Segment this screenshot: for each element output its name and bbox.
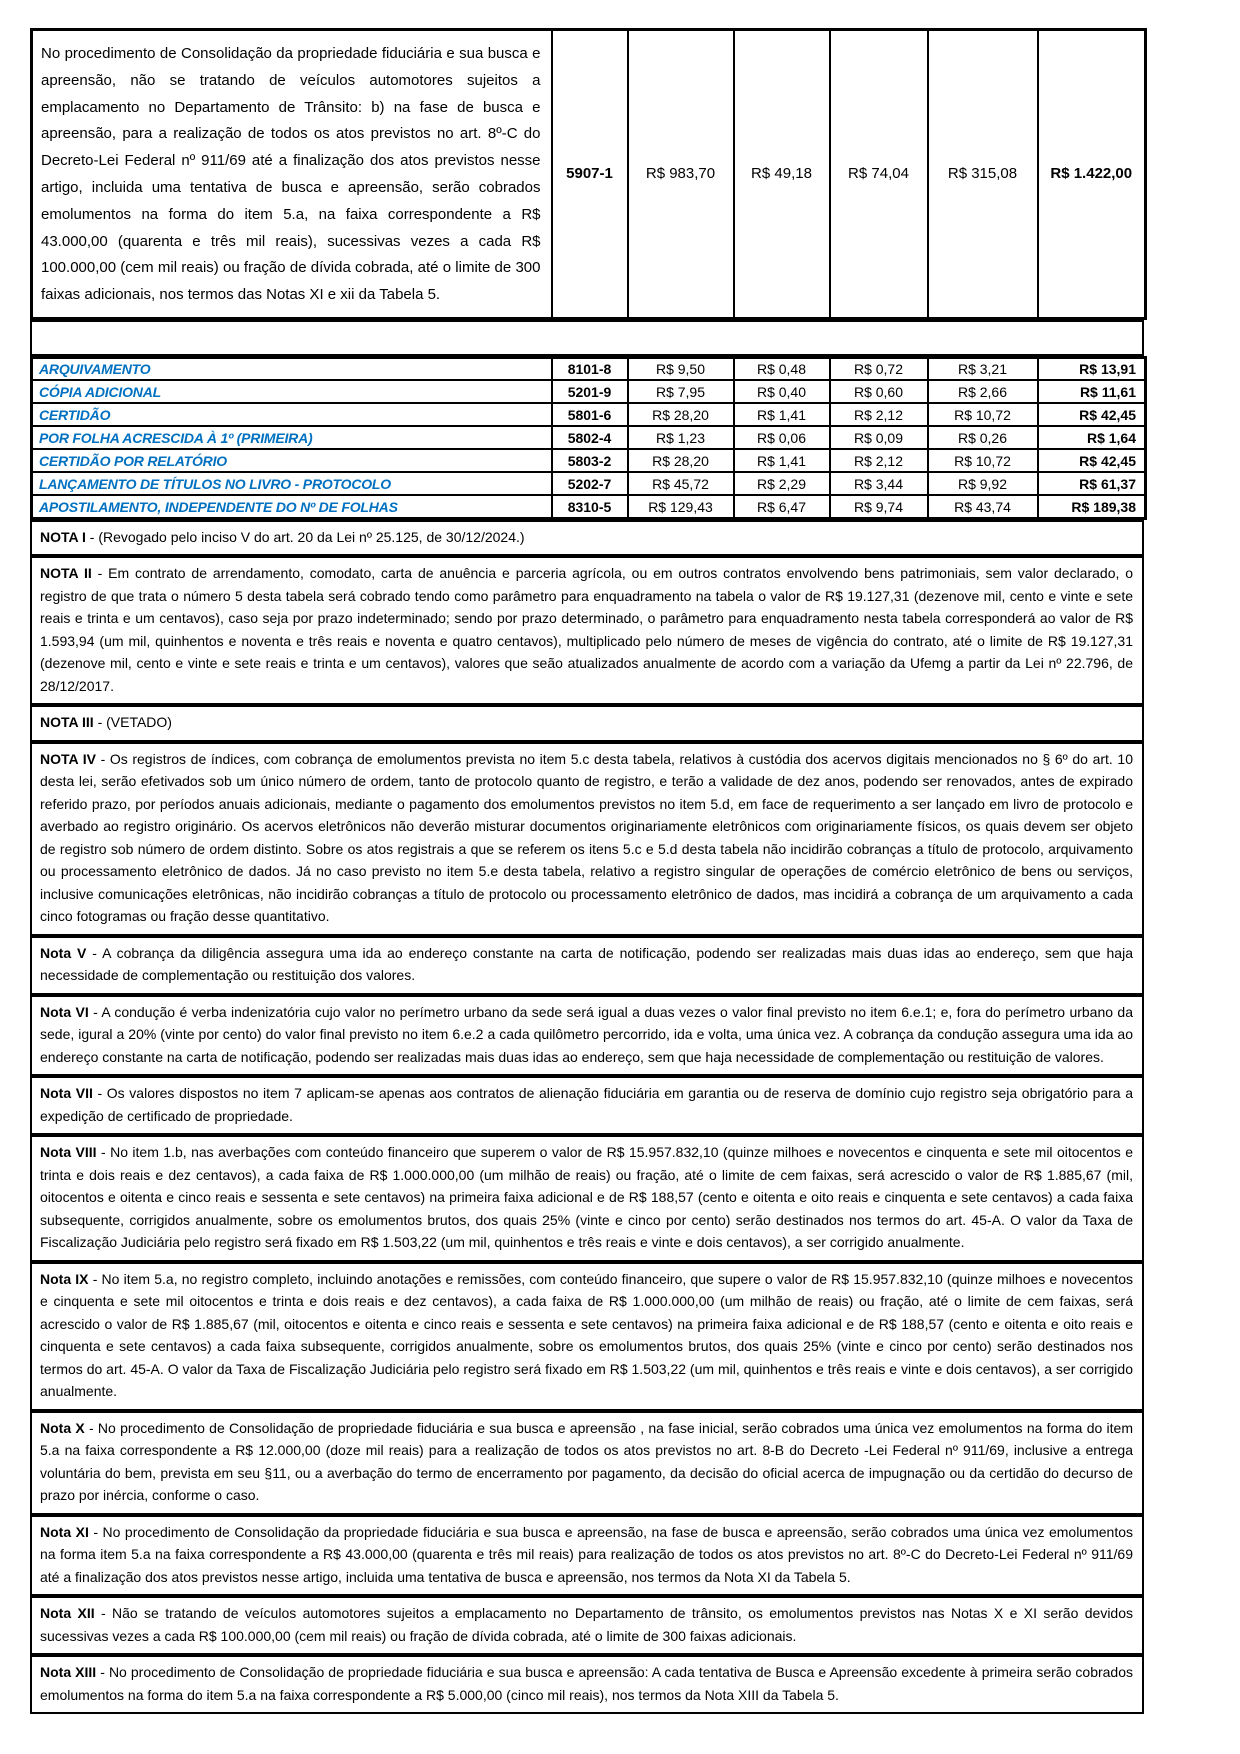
top-fee-table xyxy=(30,28,1147,320)
note-text: - No procedimento de Consolidação da propriedade fiduciária e sua busca e apreensão, na fase de busca e apreensão, serão cobrados uma única vez emolumentos na forma item 5.a na faixa correspondente a R$ 43.000,00 (quarenta e três mil reais) para realização de todos os atos previstos no art. 8º-C do Decreto-Lei Federal nº 911/69 até a finalização dos atos previstos nesse artigo, incluida uma tentativa de busca e apreensão, nos termos da Nota XI da Tabela 5. xyxy=(40,1523,1134,1585)
note-label: Nota VI xyxy=(40,1003,89,1020)
fee-value: R$ 1,41 xyxy=(734,449,830,472)
note-item xyxy=(30,742,1144,936)
note-text: - No procedimento de Consolidação de propriedade fiduciária e sua busca e apreensão , na fase inicial, serão cobrados uma única vez emolumentos na forma do item 5.a na faixa correspondente a R$ 12.000,00 (doze mil reais) para a realização de todos os atos previstos no art. 8-B do Decreto -Lei Federal nº 911/69, inclusive a entrega voluntária do bem, prevista em seu §11, ou a averbação do termo de encerramento por pagamento, da decisão do oficial acerca de impugnação ou da certidão do decurso de prazo por inércia, conforme o caso. xyxy=(40,1419,1133,1504)
fee-code: 5202-7 xyxy=(552,472,628,495)
note-text: - A condução é verba indenizatória cujo valor no perímetro urbano da sede será igual a duas vezes o valor final previsto no item 6.e.1; e, fora do perímetro urbano da sede, igural a 20% (vinte por cento) do valor final previsto no item 6.e.2 a cada quilômetro percorrido, ida e volta, uma única vez. A cobrança da condução assegura uma ida ao endereço constante na carta de notificação, podendo ser realizadas mais duas idas ao endereço, sem que haja necessidade de complementação ou restituição de valores. xyxy=(40,1003,1133,1065)
note-item xyxy=(30,1262,1144,1411)
note-label: NOTA I xyxy=(40,528,86,545)
fee-value: R$ 28,20 xyxy=(628,449,734,472)
fee-name: LANÇAMENTO DE TÍTULOS NO LIVRO - PROTOCOLO xyxy=(32,472,552,495)
table-row xyxy=(32,449,1146,472)
note-label: NOTA IV xyxy=(40,750,96,767)
table-row xyxy=(32,403,1146,426)
fee-value: R$ 129,43 xyxy=(628,495,734,518)
table-row xyxy=(32,426,1146,449)
fee-name: CERTIDÃO xyxy=(32,403,552,426)
fee-code: 8101-8 xyxy=(552,357,628,380)
fee-value: R$ 2,66 xyxy=(928,380,1038,403)
fee-value: R$ 983,70 xyxy=(628,30,734,319)
fee-value: R$ 2,12 xyxy=(830,449,928,472)
note-item xyxy=(30,1596,1144,1655)
fee-value: R$ 43,74 xyxy=(928,495,1038,518)
note-item xyxy=(30,1655,1144,1714)
note-text: - Os valores dispostos no item 7 aplicam-se apenas aos contratos de alienação fiduciária em garantia ou de reserva de domínio cujo registro seja obrigatório para a expedição de certificado de propriedade. xyxy=(40,1085,1133,1124)
fee-total: R$ 13,91 xyxy=(1038,357,1146,380)
fee-total: R$ 11,61 xyxy=(1038,380,1146,403)
fee-code: 5201-9 xyxy=(552,380,628,403)
table-row xyxy=(32,30,1146,319)
note-text: - Em contrato de arrendamento, comodato, carta de anuência e parceria agrícola, ou em outros contratos envolvendo bens patrimoniais, sem valor declarado, o registro de que trata o número 5 desta tabela será cobrado tendo como parâmetro para enquadramento na tabela o valor de R$ 19.127,31 (dezenove mil, cento e vinte e sete reais e trinta e um centavos), caso seja por prazo indeterminado; sendo por prazo determinado, o parâmetro para enquadramento nesta tabela corresponderá ao valor de R$ 1.593,94 (um mil, quinhentos e noventa e três reais e noventa e quatro centavos), multiplicado pelo número de meses de vigência do contrato, até o limite de R$ 19.127,31 (dezenove mil, cento e vinte e sete reais e trinta e um centavos), valores que seão atualizados anualmente de acordo com a variação da Ufemg a partir da Lei nº 22.796, de 28/12/2017. xyxy=(40,565,1134,694)
fee-value: R$ 28,20 xyxy=(628,403,734,426)
fee-code: 5801-6 xyxy=(552,403,628,426)
note-label: Nota IX xyxy=(40,1270,89,1287)
note-label: Nota XIII xyxy=(40,1664,97,1681)
fee-total: R$ 189,38 xyxy=(1038,495,1146,518)
fee-code: 8310-5 xyxy=(552,495,628,518)
note-item xyxy=(30,936,1144,995)
fee-schedule-document xyxy=(30,28,1144,1714)
fee-value: R$ 0,09 xyxy=(830,426,928,449)
table-row xyxy=(32,495,1146,518)
note-text: - A cobrança da diligência assegura uma ida ao endereço constante na carta de notificação, podendo ser realizadas mais duas idas ao endereço, sem que haja necessidade de complementação ou restituição dos valores. xyxy=(40,944,1133,984)
fee-value: R$ 10,72 xyxy=(928,449,1038,472)
fee-code: 5803-2 xyxy=(552,449,628,472)
fee-value: R$ 1,41 xyxy=(734,403,830,426)
fee-value: R$ 7,95 xyxy=(628,380,734,403)
note-text: - Não se tratando de veículos automotores sujeitos a emplacamento no Departamento de trânsito, os emolumentos previstos nas Notas X e XI serão devidos sucessivas vezes a cada R$ 100.000,00 (cem mil reais) ou fração de dívida cobrada, até o limite de 300 faixas adicionais. xyxy=(40,1605,1134,1644)
note-label: Nota VIII xyxy=(40,1144,97,1161)
fee-value: R$ 9,74 xyxy=(830,495,928,518)
fee-total: R$ 42,45 xyxy=(1038,449,1146,472)
fee-value: R$ 9,50 xyxy=(628,357,734,380)
note-text: - (VETADO) xyxy=(97,714,172,731)
note-item xyxy=(30,520,1144,557)
note-text: - No item 5.a, no registro completo, incluindo anotações e remissões, com conteúdo financeiro, que supere o valor de R$ 15.957.832,10 (quinze milhoes e novecentos e cinquenta e sete mil oitocentos e trinta e dois reais e dez centavos), a cada faixa de R$ 1.000.000,00 (um milhão de reais) ou fração, até o limite de cem faixas, será acrescido o valor de R$ 1.885,67 (mil, oitocentos e oitenta e cinco reais e sessenta e sete centavos) na primeira faixa adicional e de R$ 188,57 (cento e oitenta e oito reais e cinquenta e sete centavos) a cada faixa subsequente, corrigidos anualmente, sobre os emolumentos brutos, dos quais 25% (vinte e cinco por cento) serão destinados nos termos do art. 45-A. O valor da Taxa de Fiscalização Judiciária pelo registro será fixado em R$ 1.503,22 (um mil, quinhentos e três reais e vinte e dois centavos), a ser corrigido anualmente. xyxy=(40,1270,1134,1400)
fee-value: R$ 6,47 xyxy=(734,495,830,518)
note-item xyxy=(30,705,1144,742)
fee-total: R$ 1,64 xyxy=(1038,426,1146,449)
fee-value: R$ 0,48 xyxy=(734,357,830,380)
note-item xyxy=(30,1135,1144,1262)
note-label: NOTA III xyxy=(40,714,94,731)
note-text: - (Revogado pelo inciso V do art. 20 da Lei nº 25.125, de 30/12/2024.) xyxy=(89,528,525,545)
note-label: Nota XI xyxy=(40,1523,89,1540)
note-label: Nota XII xyxy=(40,1605,95,1622)
table-row xyxy=(32,357,1146,380)
fee-value: R$ 10,72 xyxy=(928,403,1038,426)
item-description: No procedimento de Consolidação da propriedade fiduciária e sua busca e apreensão, não se tratando de veículos automotores sujeitos a emplacamento no Departamento de Trânsito: b) na fase de busca e apreensão, para a realização de todos os atos previstos no art. 8º-C do Decreto-Lei Federal nº 911/69 até a finalização dos atos previstos nesse artigo, incluida uma tentativa de busca e apreensão, serão cobrados emolumentos na forma do item 5.a, na faixa correspondente a R$ 43.000,00 (quarenta e três mil reais), sucessivas vezes a cada R$ 100.000,00 (cem mil reais) ou fração de dívida cobrada, até o limite de 300 faixas adicionais, nos termos das Notas XI e xii da Tabela 5. xyxy=(32,30,552,319)
fee-value: R$ 45,72 xyxy=(628,472,734,495)
fee-name: POR FOLHA ACRESCIDA À 1º (PRIMEIRA) xyxy=(32,426,552,449)
note-text: - No item 1.b, nas averbações com conteúdo financeiro que superem o valor de R$ 15.957.832,10 (quinze milhoes e novecentos e cinquenta e sete mil oitocentos e trinta e dois reais e dez centavos), a cada faixa de R$ 1.000.000,00 (um milhão de reais) ou fração, até o limite de cem faixas, será acrescido o valor de R$ 1.885,67 (mil, oitocentos e oitenta e cinco reais e sessenta e sete centavos) na primeira faixa adicional e de R$ 188,57 (cento e oitenta e oito reais e cinquenta e sete centavos) a cada faixa subsequente, corrigidos anualmente, sobre os emolumentos brutos, dos quais 25% (vinte e cinco por cento) serão destinados nos termos do art. 45-A. O valor da Taxa de Fiscalização Judiciária pelo registro será fixado em R$ 1.503,22 (um mil, quinhentos e três reais e vinte e dois centavos), a ser corrigido anualmente. xyxy=(40,1144,1134,1251)
note-label: Nota VII xyxy=(40,1085,93,1102)
fee-items-table xyxy=(30,356,1147,520)
fee-value: R$ 315,08 xyxy=(928,30,1038,319)
fee-value: R$ 3,21 xyxy=(928,357,1038,380)
note-item xyxy=(30,1076,1144,1135)
fee-value: R$ 74,04 xyxy=(830,30,928,319)
fee-value: R$ 3,44 xyxy=(830,472,928,495)
table-row xyxy=(32,472,1146,495)
table-row xyxy=(32,380,1146,403)
fee-total: R$ 61,37 xyxy=(1038,472,1146,495)
fee-value: R$ 0,26 xyxy=(928,426,1038,449)
empty-spacer-row xyxy=(30,320,1144,356)
fee-total: R$ 42,45 xyxy=(1038,403,1146,426)
fee-name: CÓPIA ADICIONAL xyxy=(32,380,552,403)
fee-value: R$ 49,18 xyxy=(734,30,830,319)
fee-value: R$ 1,23 xyxy=(628,426,734,449)
notes-section xyxy=(30,520,1144,1715)
note-label: Nota X xyxy=(40,1419,85,1436)
fee-value: R$ 0,60 xyxy=(830,380,928,403)
fee-value: R$ 0,72 xyxy=(830,357,928,380)
note-label: NOTA II xyxy=(40,565,92,582)
note-item xyxy=(30,995,1144,1077)
fee-value: R$ 9,92 xyxy=(928,472,1038,495)
fee-name: ARQUIVAMENTO xyxy=(32,357,552,380)
fee-name: CERTIDÃO POR RELATÓRIO xyxy=(32,449,552,472)
note-item xyxy=(30,1515,1144,1597)
note-label: Nota V xyxy=(40,944,87,961)
note-text: - No procedimento de Consolidação de propriedade fiduciária e sua busca e apreensão: A cada tentativa de Busca e Apreensão excedente à primeira serão cobrados emolumentos na forma do item 5.a na faixa correspondente a R$ 5.000,00 (cinco mil reais), nos termos da Nota XIII da Tabela 5. xyxy=(40,1664,1133,1703)
fee-value: R$ 0,40 xyxy=(734,380,830,403)
note-item xyxy=(30,556,1144,705)
item-code: 5907-1 xyxy=(552,30,628,319)
fee-value: R$ 2,12 xyxy=(830,403,928,426)
fee-total: R$ 1.422,00 xyxy=(1038,30,1146,319)
fee-value: R$ 0,06 xyxy=(734,426,830,449)
note-text: - Os registros de índices, com cobrança de emolumentos prevista no item 5.c desta tabela, relativos à custódia dos acervos digitais mencionados no § 6º do art. 10 desta lei, serão efetivados sob um único número de ordem, tanto de protocolo quanto de registro, e terão a validade de dez anos, podendo ser renovados, antes de expirado referido prazo, por períodos anuais adicionais, mediante o pagamento dos emolumentos previstos no item 5.d, em face de requerimento a ser lançado em livro de protocolo e averbado ao registro originário. Os acervos eletrônicos não deverão misturar documentos originariamente eletrônicos com originariamente físicos, os quais devem ser objeto de registro sob número de ordem distinto. Sobre os atos registrais a que se referem os itens 5.c e 5.d desta tabela não incidirão cobranças a título de protocolo, arquivamento ou processamento eletrônico de dados. Já no caso previsto no item 5.e desta tabela, relativo a registro singular de operações de comércio eletrônico de bens ou serviços, inclusive comunicações eletrônicas, não incidirão cobranças a título de protocolo ou processamento eletrônico de dados, mas incidirá a cobrança de um arquivamento a cada cinco fotogramas ou fração desse quantitativo. xyxy=(40,750,1133,925)
fee-name: APOSTILAMENTO, INDEPENDENTE DO Nº DE FOLHAS xyxy=(32,495,552,518)
fee-value: R$ 2,29 xyxy=(734,472,830,495)
note-item xyxy=(30,1411,1144,1515)
fee-code: 5802-4 xyxy=(552,426,628,449)
